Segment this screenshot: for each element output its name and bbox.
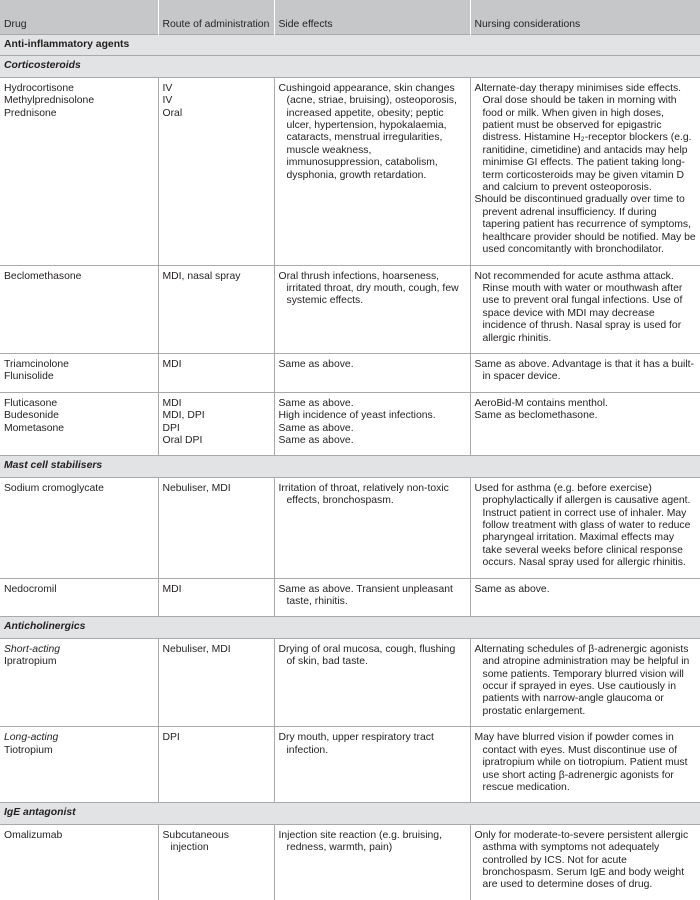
side-effects-cell: [274, 824, 470, 900]
nursing-cell: [470, 353, 700, 392]
side-effects-cell: [274, 353, 470, 392]
drug-name: Ipratropium: [4, 656, 57, 668]
side-effects-cell: [274, 392, 470, 456]
route-text: MDI, nasal spray: [162, 270, 241, 282]
route-text: DPI: [162, 422, 180, 434]
table-row: [0, 477, 700, 578]
route-cell: [158, 824, 274, 900]
side-effects-text: Same as above.: [278, 434, 354, 446]
table-row: [0, 727, 700, 803]
nursing-text: Used for asthma (e.g. before exercise) prophylactically if allergen is causative agent. Instruct patient in correct use of inhaler. May follow treatment with glass of water to reduce pharyngeal irritation. Maximal effects may take several weeks before clinical response occurs. Nasal spray used for allergic rhinitis.: [474, 482, 691, 569]
header-drug: Drug: [0, 0, 158, 35]
header-side-effects: Side effects: [274, 0, 470, 35]
drug-name: Mometasone: [4, 422, 65, 434]
drug-cell: [0, 265, 158, 353]
drug-cell: [0, 392, 158, 456]
route-cell: [158, 392, 274, 456]
side-effects-text: Drying of oral mucosa, cough, flushing of skin, bad taste.: [278, 643, 456, 668]
table-row: [0, 638, 700, 726]
route-text: DPI: [162, 732, 180, 744]
nursing-cell: [470, 727, 700, 803]
side-effects-text: Same as above. Transient unpleasant taste, rhinitis.: [278, 583, 453, 608]
drug-cell: [0, 727, 158, 803]
header-route: Route of administration: [158, 0, 274, 35]
drug-name: Triamcinolone: [4, 358, 69, 370]
drug-cell: [0, 578, 158, 617]
subsection-mast-cell: Mast cell stabilisers: [0, 456, 700, 477]
section-row: [0, 35, 700, 56]
route-cell: [158, 353, 274, 392]
drug-name: Budesonide: [4, 410, 59, 422]
table-header: [0, 0, 700, 35]
route-text: IV: [162, 82, 173, 94]
subsection-row: [0, 456, 700, 477]
side-effects-text: Dry mouth, upper respiratory tract infection.: [278, 732, 434, 756]
drug-name: Sodium cromoglycate: [4, 482, 104, 494]
nursing-text: Not recommended for acute asthma attack. Rinse mouth with water or mouthwash after use to prevent oral fungal infections. Use of space device with MDI may decrease incidence of thrush. Nasal spray is used for allergic rhinitis.: [474, 270, 683, 344]
route-text: Nebuliser, MDI: [162, 643, 231, 655]
table-row: [0, 824, 700, 900]
subsection-row: [0, 803, 700, 824]
nursing-text: Alternate-day therapy minimises side effects. Oral dose should be taken in morning with food or milk. When given in high doses, patient must be observed for epigastric distress. Histamine H₂-receptor blockers (e.g. ranitidine, cimetidine) and antacids may help minimise GI effects. The patient taking long-term corticosteroids may be given vitamin D and calcium to prevent osteoporosis.: [474, 82, 692, 194]
side-effects-text: Oral thrush infections, hoarseness, irritated throat, dry mouth, cough, few systemic effects.: [278, 270, 459, 307]
route-text: Oral DPI: [162, 434, 203, 446]
table-row: [0, 265, 700, 353]
route-text: Nebuliser, MDI: [162, 482, 231, 494]
route-cell: [158, 477, 274, 578]
route-text: MDI: [162, 583, 182, 595]
drug-cell: [0, 824, 158, 900]
table-row: [0, 392, 700, 456]
drug-name: Omalizumab: [4, 829, 63, 841]
side-effects-text: Irritation of throat, relatively non-toxic effects, bronchospasm.: [278, 482, 449, 507]
route-cell: [158, 77, 274, 265]
side-effects-text: Same as above.: [278, 397, 354, 409]
nursing-cell: [470, 392, 700, 456]
section-anti-inflammatory: Anti-inflammatory agents: [0, 35, 700, 56]
side-effects-cell: [274, 77, 470, 265]
route-cell: [158, 265, 274, 353]
side-effects-text: Cushingoid appearance, skin changes (acne, striae, bruising), osteoporosis, increased appetite, obesity; peptic ulcer, hypertension, hypokalaemia, cataracts, menstrual irregularities, muscle weakness, immunosuppression, catabolism, dysphonia, growth retardation.: [278, 82, 457, 181]
side-effects-cell: [274, 727, 470, 803]
nursing-text: Only for moderate-to-severe persistent allergic asthma with symptoms not adequately controlled by ICS. Not for acute bronchospasm. Serum IgE and body weight are used to determine doses of drug.: [474, 829, 689, 891]
side-effects-text: Same as above.: [278, 422, 354, 434]
nursing-cell: [470, 638, 700, 726]
drug-qualifier: Long-acting: [4, 732, 59, 744]
nursing-text: Same as above. Advantage is that it has a built-in spacer device.: [474, 358, 694, 383]
route-cell: [158, 638, 274, 726]
nursing-cell: [470, 824, 700, 900]
nursing-text: AeroBid-M contains menthol.: [474, 397, 608, 409]
route-cell: [158, 578, 274, 617]
subsection-row: [0, 56, 700, 77]
table-row: [0, 353, 700, 392]
side-effects-cell: [274, 638, 470, 726]
route-text: Oral: [162, 107, 183, 119]
side-effects-cell: [274, 578, 470, 617]
table-row: [0, 578, 700, 617]
nursing-cell: [470, 578, 700, 617]
nursing-text: Should be discontinued gradually over time to prevent adrenal insufficiency. If during tapering patient has recurrence of symptoms, healthcare provider should be notified. May be used concomitantly with bronchodilator.: [474, 194, 696, 256]
nursing-text: May have blurred vision if powder comes in contact with eyes. Must discontinue use of ipratropium while on tiotropium. Patient must use short acting β-adrenergic agonists for rescue medication.: [474, 732, 688, 793]
route-text: IV: [162, 95, 173, 107]
drug-name: Beclomethasone: [4, 270, 82, 282]
side-effects-text: Injection site reaction (e.g. bruising, redness, warmth, pain): [278, 829, 442, 854]
nursing-cell: [470, 477, 700, 578]
nursing-cell: [470, 77, 700, 265]
route-text: MDI: [162, 358, 182, 370]
drug-cell: [0, 638, 158, 726]
drug-name: Tiotropium: [4, 744, 53, 756]
side-effects-text: Same as above.: [278, 358, 354, 370]
subsection-anticholinergics: Anticholinergics: [0, 617, 700, 638]
drug-name: Methylprednisolone: [4, 95, 95, 107]
header-nursing: Nursing considerations: [470, 0, 700, 35]
subsection-row: [0, 617, 700, 638]
route-text: MDI: [162, 397, 182, 409]
side-effects-text: High incidence of yeast infections.: [278, 410, 436, 422]
route-cell: [158, 727, 274, 803]
nursing-cell: [470, 265, 700, 353]
drug-name: Fluticasone: [4, 397, 58, 409]
route-text: Subcutaneous injection: [162, 829, 229, 854]
subsection-corticosteroids: Corticosteroids: [0, 56, 700, 77]
subsection-ige: IgE antagonist: [0, 803, 700, 824]
drug-cell: [0, 77, 158, 265]
side-effects-cell: [274, 477, 470, 578]
drug-qualifier: Short-acting: [4, 643, 61, 655]
nursing-text: Same as beclomethasone.: [474, 410, 598, 422]
drug-name: Hydrocortisone: [4, 82, 74, 94]
nursing-text: Same as above.: [474, 583, 550, 595]
route-text: MDI, DPI: [162, 410, 205, 422]
drug-cell: [0, 353, 158, 392]
table-row: [0, 77, 700, 265]
nursing-text: Alternating schedules of β-adrenergic agonists and atropine administration may be helpful in some patients. Temporary blurred vision will occur if sprayed in eyes. Use cautiously in patients with narrow-angle glaucoma or prostatic enlargement.: [474, 643, 690, 717]
drug-cell: [0, 477, 158, 578]
drug-name: Nedocromil: [4, 583, 57, 595]
side-effects-cell: [274, 265, 470, 353]
drug-name: Flunisolide: [4, 371, 54, 383]
drug-name: Prednisone: [4, 107, 57, 119]
